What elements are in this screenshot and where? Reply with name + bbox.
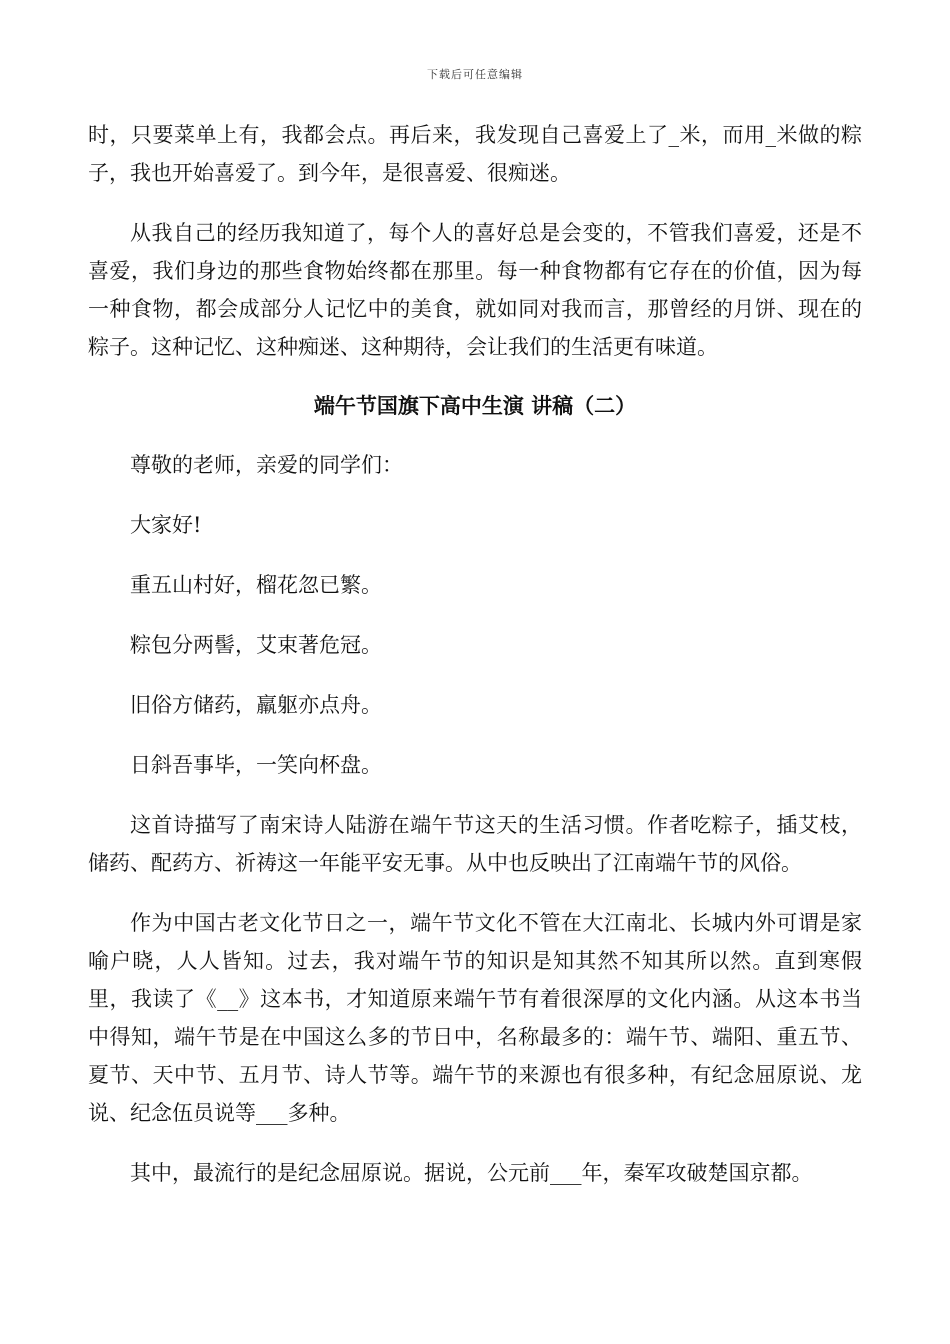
speech-title: 端午节国旗下高中生演 讲稿（二）	[313, 393, 637, 418]
document-content	[88, 116, 862, 1214]
greeting: 尊敬的老师，亲爱的同学们：	[130, 453, 403, 477]
poem-line-2: 粽包分两髻，艾束著危冠。	[130, 633, 382, 657]
hello-line: 大家好!	[130, 513, 202, 537]
paragraph-reflection: 从我自己的经历我知道了，每个人的喜好总是会变的，不管我们喜爱，还是不喜爱，我们身边的那些食物始终都在那里。每一种食物都有它存在的价值，因为每一种食物，都会成部分人记忆中的美食，就如同对我而言，那曾经的月饼、现在的粽子。这种记忆、这种痴迷、这种期待，会让我们的生活更有味道。	[88, 221, 862, 359]
poem-line-1: 重五山村好，榴花忽已繁。	[130, 573, 382, 597]
paragraph-poem-explanation: 这首诗描写了南宋诗人陆游在端午节这天的生活习惯。作者吃粽子，插艾枝，储药、配药方、祈祷这一年能平安无事。从中也反映出了江南端午节的风俗。	[88, 813, 862, 875]
header-note: 下载后可任意编辑	[427, 68, 523, 81]
paragraph-festival-names: 作为中国古老文化节日之一，端午节文化不管在大江南北、长城内外可谓是家喻户晓，人人皆知。过去，我对端午节的知识是知其然不知其所以然。直到寒假里，我读了《__》这本书，才知道原来端午节有着很深厚的文化内涵。从这本书当中得知，端午节是在中国这么多的节日中，名称最多的：端午节、端阳、重五节、夏节、天中节、五月节、诗人节等。端午节的来源也有很多种，有纪念屈原说、龙说、纪念伍员说等___多种。	[88, 911, 862, 1125]
poem-line-3: 旧俗方储药，羸躯亦点舟。	[130, 693, 382, 717]
paragraph-continued: 时，只要菜单上有，我都会点。再后来，我发现自己喜爱上了_米，而用_米做的粽子，我也开始喜爱了。到今年，是很喜爱、很痴迷。	[88, 123, 862, 185]
poem-line-4: 日斜吾事毕，一笑向杯盘。	[130, 753, 382, 777]
paragraph-qu-yuan: 其中，最流行的是纪念屈原说。据说，公元前___年，秦军攻破楚国京都。	[130, 1161, 813, 1185]
